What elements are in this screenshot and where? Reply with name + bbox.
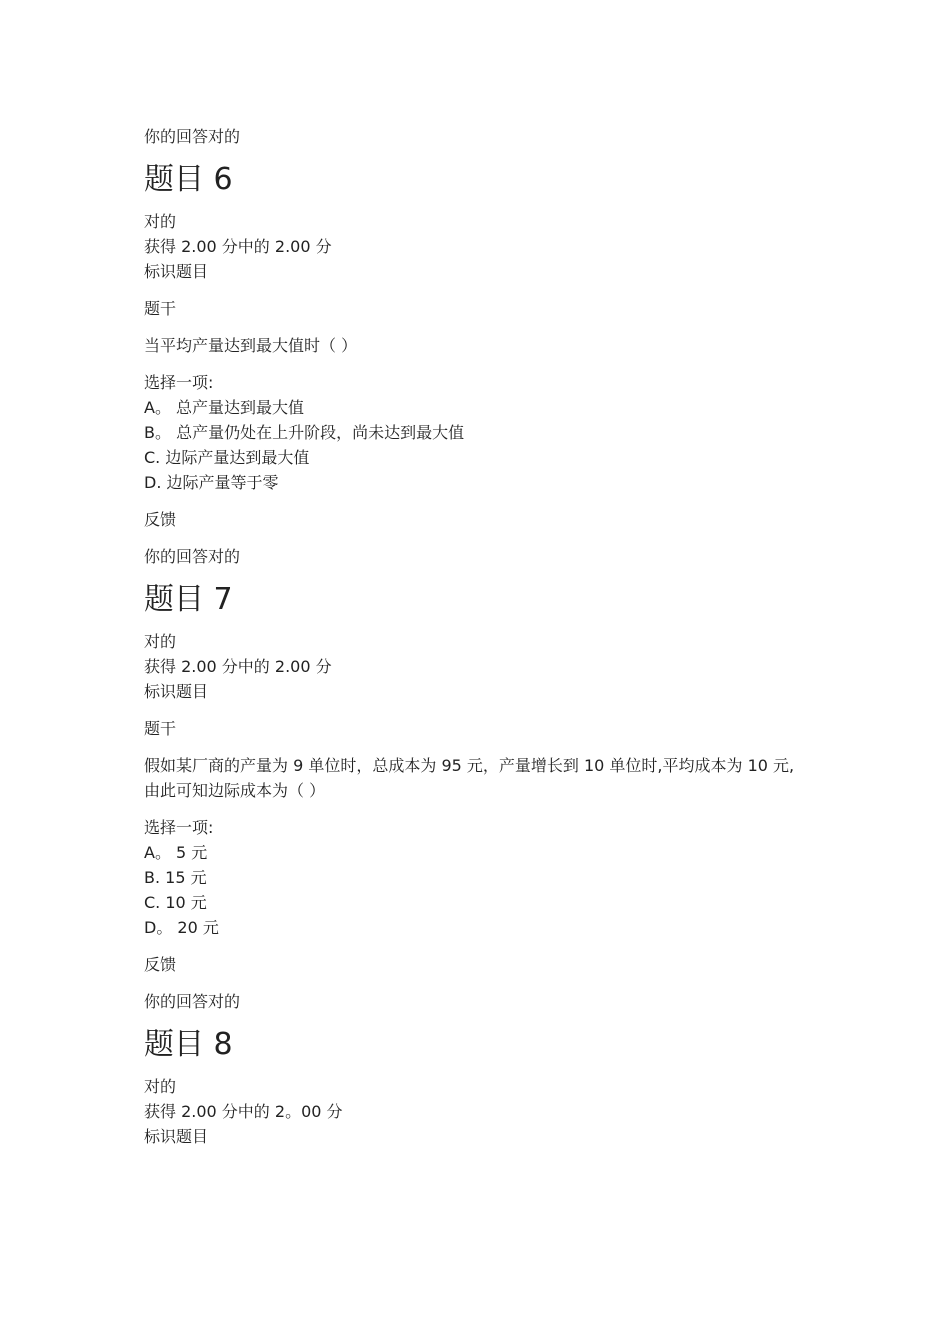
question-stem: 当平均产量达到最大值时（ ） <box>144 336 358 355</box>
question-status: 对的 <box>144 212 177 231</box>
feedback-label: 反馈 <box>144 510 177 529</box>
flag-question-link[interactable]: 标识题目 <box>144 262 209 281</box>
question-title: 题目 8 <box>144 1027 233 1062</box>
question-score: 获得 2.00 分中的 2.00 分 <box>144 237 332 256</box>
answer-option[interactable]: D. 边际产量等于零 <box>144 473 279 492</box>
stem-label: 题干 <box>144 299 177 318</box>
answer-prompt: 选择一项: <box>144 818 214 837</box>
question-status: 对的 <box>144 1077 177 1096</box>
question-status: 对的 <box>144 632 177 651</box>
answer-option[interactable]: C. 10 元 <box>144 893 207 912</box>
answer-option[interactable]: A。 5 元 <box>144 843 208 862</box>
flag-question-link[interactable]: 标识题目 <box>144 682 209 701</box>
answer-option[interactable]: C. 边际产量达到最大值 <box>144 448 310 467</box>
answer-option[interactable]: B. 15 元 <box>144 868 207 887</box>
question-score: 获得 2.00 分中的 2。00 分 <box>144 1102 343 1121</box>
question-stem-line: 假如某厂商的产量为 9 单位时，总成本为 95 元，产量增长到 10 单位时,平均成本为 10 元, <box>144 756 795 775</box>
feedback-text: 你的回答对的 <box>144 127 241 146</box>
feedback-label: 反馈 <box>144 955 177 974</box>
flag-question-link[interactable]: 标识题目 <box>144 1127 209 1146</box>
question-stem-line: 由此可知边际成本为（ ） <box>144 781 326 800</box>
quiz-review-page <box>144 124 824 1149</box>
answer-option[interactable]: A。 总产量达到最大值 <box>144 398 305 417</box>
question-title: 题目 7 <box>144 582 233 617</box>
answer-prompt: 选择一项: <box>144 373 214 392</box>
feedback-text: 你的回答对的 <box>144 547 241 566</box>
answer-option[interactable]: B。 总产量仍处在上升阶段，尚未达到最大值 <box>144 423 465 442</box>
feedback-text: 你的回答对的 <box>144 992 241 1011</box>
answer-option[interactable]: D。 20 元 <box>144 918 219 937</box>
stem-label: 题干 <box>144 719 177 738</box>
question-score: 获得 2.00 分中的 2.00 分 <box>144 657 332 676</box>
question-title: 题目 6 <box>144 162 233 197</box>
